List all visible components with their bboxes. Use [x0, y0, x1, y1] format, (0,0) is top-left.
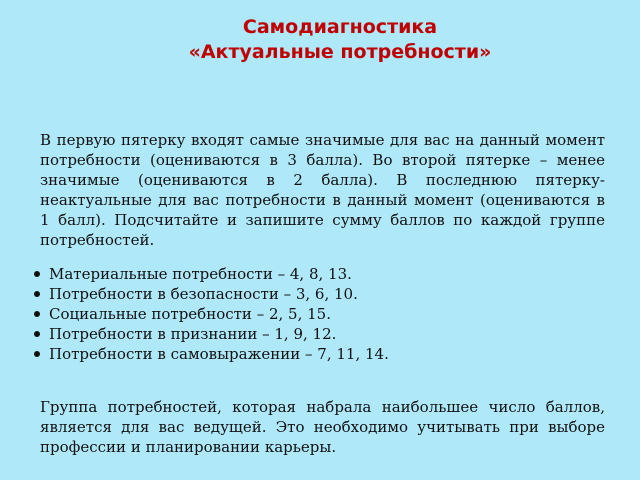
bullet-icon — [34, 331, 40, 337]
list-item — [32, 304, 612, 324]
need-text: Потребности в самовыражении – 7, 11, 14. — [49, 345, 389, 363]
bullet-icon — [34, 291, 40, 297]
need-text: Материальные потребности – 4, 8, 13. — [49, 265, 352, 283]
title-line-2: «Актуальные потребности» — [188, 41, 492, 63]
title-line-1: Самодиагностика — [242, 16, 438, 38]
list-item — [32, 284, 612, 304]
need-text: Потребности в признании – 1, 9, 12. — [49, 325, 337, 343]
bullet-icon — [34, 311, 40, 317]
bullet-icon — [34, 271, 40, 277]
conclusion-paragraph: Группа потребностей, которая набрала наибольшее число баллов, является для вас ведущей. Это необходимо учитывать при выборе профессии и планировании карьеры. — [40, 398, 605, 456]
instructions-paragraph: В первую пятерку входят самые значимые для вас на данный момент потребности (оцениваются в 3 балла). Во второй пятерке – менее значимые (оцениваются в 2 балла). В последнюю пятерку- неактуальные для вас потребности в данный момент (оцениваются в 1 балл). Подсчитайте и запишите сумму баллов по каждой группе потребностей. — [40, 131, 605, 249]
slide-title — [40, 15, 640, 65]
need-text: Потребности в безопасности – 3, 6, 10. — [49, 285, 358, 303]
list-item — [32, 344, 612, 364]
list-item — [32, 324, 612, 344]
list-item — [32, 264, 612, 284]
need-text: Социальные потребности – 2, 5, 15. — [49, 305, 331, 323]
bullet-icon — [34, 351, 40, 357]
needs-list — [32, 264, 612, 364]
